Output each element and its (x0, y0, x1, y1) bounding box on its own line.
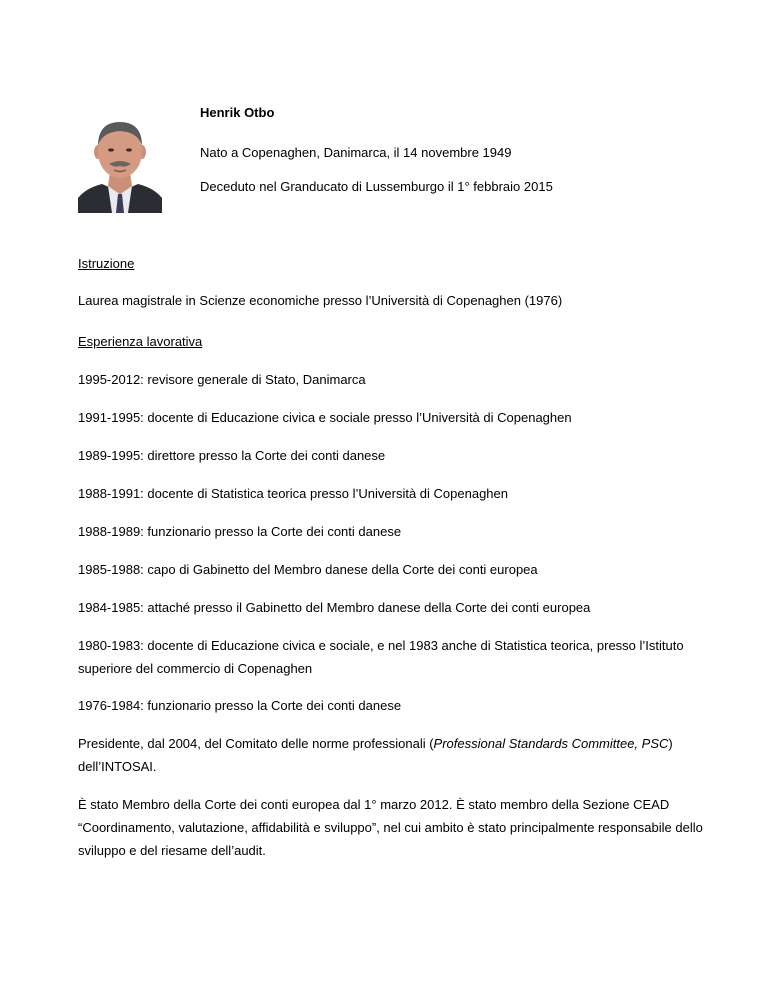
psc-note-before: Presidente, dal 2004, del Comitato delle norme professionali ( (78, 736, 434, 751)
psc-note-after: ) dell’INTOSAI. (78, 736, 673, 774)
experience-item: 1984-1985: attaché presso il Gabinetto del Membro danese della Corte dei conti europea (78, 600, 591, 615)
portrait-photo (78, 114, 162, 213)
experience-item: 1995-2012: revisore generale di Stato, Danimarca (78, 372, 366, 387)
experience-item: 1988-1991: docente di Statistica teorica presso l’Università di Copenaghen (78, 486, 508, 501)
experience-item: 1991-1995: docente di Educazione civica e sociale presso l’Università di Copenaghen (78, 410, 572, 425)
education-item: Laurea magistrale in Scienze economiche presso l’Università di Copenaghen (1976) (78, 293, 563, 308)
experience-item: 1989-1995: direttore presso la Corte dei conti danese (78, 448, 386, 463)
education-heading: Istruzione (78, 256, 135, 271)
person-name: Henrik Otbo (200, 105, 275, 120)
birth-info: Nato a Copenaghen, Danimarca, il 14 novembre 1949 (200, 145, 512, 160)
membership-note: È stato Membro della Corte dei conti europea dal 1° marzo 2012. È stato membro della Sezione CEAD “Coordinamento, valutazione, affidabilità e sviluppo”, nel cui ambito è stato principalmente responsabile dello sviluppo e del riesame dell’audit. (78, 797, 703, 858)
experience-item: 1985-1988: capo di Gabinetto del Membro danese della Corte dei conti europea (78, 562, 538, 577)
psc-note (78, 732, 708, 778)
death-info: Deceduto nel Granducato di Lussemburgo il 1° febbraio 2015 (200, 179, 553, 194)
experience-item: 1988-1989: funzionario presso la Corte dei conti danese (78, 524, 402, 539)
experience-heading: Esperienza lavorativa (78, 334, 203, 349)
experience-item: 1976-1984: funzionario presso la Corte dei conti danese (78, 698, 402, 713)
experience-item: 1980-1983: docente di Educazione civica e sociale, e nel 1983 anche di Statistica teorica, presso l’Istituto superiore del commercio di Copenaghen (78, 638, 684, 676)
psc-note-italic: Professional Standards Committee, PSC (433, 736, 669, 751)
